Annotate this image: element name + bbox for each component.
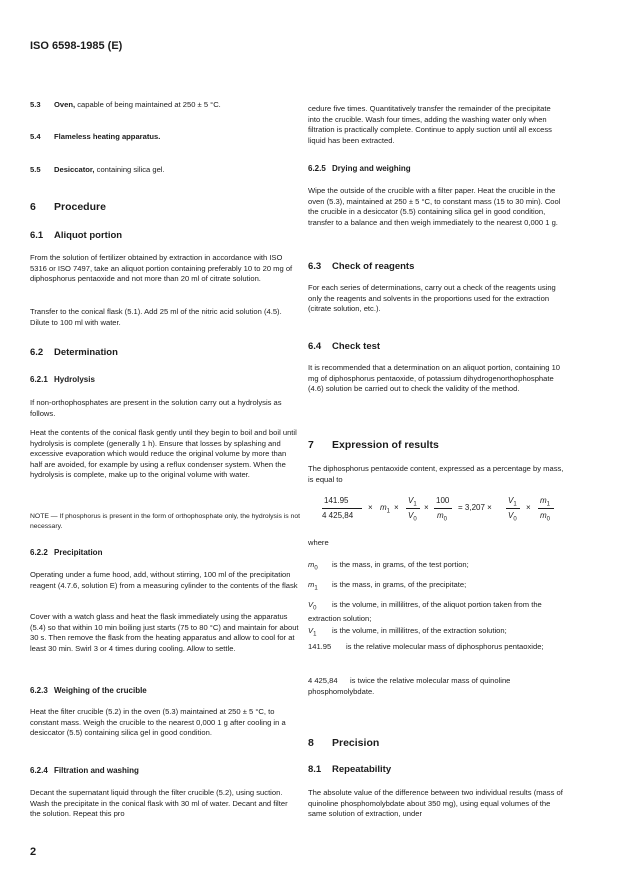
section-title: Aliquot portion <box>54 230 123 241</box>
formula-symbol: $m_1$ <box>380 503 391 515</box>
heading-filtration-washing <box>30 766 300 777</box>
fraction-bar <box>406 508 420 509</box>
definition-text: is the mass, in grams, of the test portion; <box>332 560 469 569</box>
section-title: Precision <box>332 737 380 749</box>
section-number: 7 <box>308 439 314 451</box>
times-sign: × <box>368 503 373 512</box>
section-5-4 <box>30 132 300 143</box>
result-formula <box>318 496 564 536</box>
definition-text: is the volume, in millilitres, of the aliquot portion taken from the extraction solution; <box>308 600 542 624</box>
where-label: where <box>308 538 329 547</box>
section-number: 6.3 <box>308 261 322 272</box>
section-title: Precipitation <box>54 548 103 557</box>
paragraph: From the solution of fertilizer obtained by extraction in accordance with ISO 5316 or ISO 7497, take an aliquot portion containing preferably 10 to 20 mg of diphosphorus pentaoxide and not more than 20 ml of citrate solution. <box>30 253 293 284</box>
section-number: 5.5 <box>30 165 41 174</box>
paragraph: Transfer to the conical flask (5.1). Add 25 ml of the nitric acid solution (4.5). Dilute to 100 ml with water. <box>30 307 282 327</box>
definition-subscript: 1 <box>314 585 318 592</box>
formula-symbol: $m_0$ <box>437 511 448 523</box>
heading-aliquot-portion <box>30 231 300 242</box>
formula-denominator: 4 425,84 <box>322 511 354 520</box>
section-number: 5.4 <box>30 132 41 141</box>
definition-symbol: m <box>308 560 315 569</box>
definition-text: is the volume, in millilitres, of the extraction solution; <box>332 626 507 635</box>
definition-symbol-wrap <box>308 600 332 614</box>
heading-precision <box>308 738 564 749</box>
definition-number: 4 425,84 <box>308 676 338 685</box>
formula-symbol: $V_1$ <box>508 496 517 508</box>
formula-equals: = 3,207 × <box>458 503 492 512</box>
definition-subscript: 0 <box>313 605 317 612</box>
heading-hydrolysis <box>30 375 300 386</box>
paragraph: It is recommended that a determination on an aliquot portion, containing 10 mg of diphosphorus pentaoxide, of potassium dihydrogenorthophosphate (4.6) solution be carried out to check the validity of the method. <box>308 363 561 394</box>
definition-symbol: V <box>308 626 314 635</box>
paragraph: For each series of determinations, carry out a check of the reagents using only the reagents and solvents in the proportions used for the extraction (citrate solution, etc.). <box>308 283 556 314</box>
section-number: 6.2.2 <box>30 548 48 557</box>
section-title: Weighing of the crucible <box>54 686 147 695</box>
section-number: 6.2.4 <box>30 766 48 775</box>
paragraph: The diphosphorus pentaoxide content, expressed as a percentage by mass, is equal to <box>308 464 564 484</box>
page-number: 2 <box>30 846 37 858</box>
formula-numerator: 141.95 <box>324 496 349 505</box>
paragraph: The absolute value of the difference between two individual results (mass of quinoline phosphomolybdate about 350 mg), using equal volumes of the same solution of extraction, under <box>308 788 563 819</box>
paragraph: Operating under a fume hood, add, without stirring, 100 ml of the precipitation reagent (4.7.6, solution E) from a measuring cylinder to the contents of the flask <box>30 570 298 590</box>
section-number: 6.1 <box>30 230 44 241</box>
paragraph: Heat the contents of the conical flask gently until they begin to boil and boil until hydrolysis is complete (generally 1 h). Ensure that losses by splashing and excessive evaporation which would reduce the original volume by more than half are avoided, for example by using a reflux condenser system. When the hydrolysis is complete, make up to the original volume with water. <box>30 428 297 480</box>
formula-symbol: $V_0$ <box>408 511 417 523</box>
definition-symbol-wrap <box>308 560 332 574</box>
fraction-bar <box>434 508 452 509</box>
section-text: containing silica gel. <box>94 165 165 174</box>
heading-weighing-of-crucible <box>30 686 300 697</box>
formula-symbol: $V_0$ <box>508 511 517 523</box>
section-title: Check of reagents <box>332 261 415 272</box>
definition-symbol-wrap <box>308 580 332 594</box>
page-header: ISO 6598-1985 (E) <box>30 40 123 52</box>
paragraph: Heat the filter crucible (5.2) in the oven (5.3) maintained at 250 ± 5 °C, to constant mass. Weigh the crucible to the nearest 0,000 1 g after cooling in a desiccator (5.5) containing silica gel in good condition. <box>30 707 286 738</box>
section-number: 6.2.5 <box>308 164 326 173</box>
formula-numerator: 100 <box>436 496 450 505</box>
section-5-5 <box>30 165 300 176</box>
heading-precipitation <box>30 548 300 559</box>
paragraph: Cover with a watch glass and heat the flask immediately using the apparatus (5.4) so that within 10 min boiling just starts (75 to 80 °C) and maintain for about 30 s. Then remove the flask from the heating apparatus and allow to cool for at least 30 min. Swirl 3 or 4 times during cooling. Allow to settle. <box>30 612 299 653</box>
definition-text: is the mass, in grams, of the precipitate; <box>332 580 467 589</box>
section-5-3 <box>30 100 300 111</box>
symbol-definition <box>308 626 564 640</box>
definition-subscript: 1 <box>313 631 317 638</box>
paragraph: Decant the supernatant liquid through the filter crucible (5.2), using suction. Wash the precipitate in the conical flask with 30 ml of water. Decant and filter the solution. Repeat this pro <box>30 788 288 819</box>
definition-symbol-wrap <box>308 626 332 640</box>
definition <box>308 642 564 653</box>
section-number: 6 <box>30 201 36 213</box>
heading-repeatability <box>308 765 564 776</box>
paragraph: cedure five times. Quantitatively transfer the remainder of the precipitate into the crucible. Wash four times, adding the washing water only when filtration is practically complete. Continue to apply suction until all excess liquid has been extracted. <box>308 104 552 145</box>
paragraph: Wipe the outside of the crucible with a filter paper. Heat the crucible in the oven (5.3), maintained at 250 ± 5 °C, to constant mass (15 to 30 min). Cool the crucible in a desiccator (5.5) containing silica gel in good condition, transfer to a balance and then weigh immediately to the nearest 0,000 1 g. <box>308 186 561 227</box>
heading-procedure <box>30 202 300 213</box>
times-sign: × <box>424 503 429 512</box>
heading-expression-of-results <box>308 440 564 451</box>
section-number: 8 <box>308 737 314 749</box>
definition-text: is the relative molecular mass of diphosphorus pentaoxide; <box>346 642 544 651</box>
times-sign: × <box>394 503 399 512</box>
formula-symbol: $m_0$ <box>540 511 551 523</box>
section-title: Flameless heating apparatus. <box>54 132 161 141</box>
formula-symbol: $V_1$ <box>408 496 417 508</box>
section-title: Expression of results <box>332 439 439 451</box>
heading-drying-weighing <box>308 164 564 175</box>
section-title: Filtration and washing <box>54 766 139 775</box>
section-title: Drying and weighing <box>332 164 411 173</box>
section-number: 5.3 <box>30 100 41 109</box>
symbol-definition <box>308 600 564 625</box>
symbol-definition <box>308 560 564 574</box>
definition-number: 141.95 <box>308 642 332 651</box>
definition-text: is twice the relative molecular mass of quinoline phosphomolybdate. <box>308 676 511 696</box>
fraction-bar <box>538 508 554 509</box>
section-title: Procedure <box>54 201 106 213</box>
heading-check-test <box>308 342 564 353</box>
section-number: 8.1 <box>308 764 322 775</box>
section-title: Check test <box>332 341 381 352</box>
fraction-bar <box>506 508 520 509</box>
section-text: capable of being maintained at 250 ± 5 °C. <box>75 100 221 109</box>
paragraph: If non-orthophosphates are present in the solution carry out a hydrolysis as follows. <box>30 398 282 418</box>
section-number: 6.4 <box>308 341 322 352</box>
heading-determination <box>30 348 300 359</box>
definition <box>308 676 564 697</box>
section-title: Hydrolysis <box>54 375 95 384</box>
section-title: Determination <box>54 347 118 358</box>
section-title: Oven, <box>54 100 76 109</box>
times-sign: × <box>526 503 531 512</box>
symbol-definition <box>308 580 564 594</box>
heading-check-of-reagents <box>308 262 564 273</box>
section-number: 6.2.1 <box>30 375 48 384</box>
section-title: Repeatability <box>332 764 392 775</box>
definition-symbol: V <box>308 600 314 609</box>
section-title: Desiccator, <box>54 165 95 174</box>
section-number: 6.2 <box>30 347 44 358</box>
note: NOTE — If phosphorus is present in the form of orthophosphate only, the hydrolysis is not necessary. <box>30 513 300 530</box>
section-number: 6.2.3 <box>30 686 48 695</box>
definition-subscript: 0 <box>314 565 318 572</box>
formula-symbol: $m_1$ <box>540 496 551 508</box>
fraction-bar <box>322 508 362 509</box>
definition-symbol: m <box>308 580 315 589</box>
